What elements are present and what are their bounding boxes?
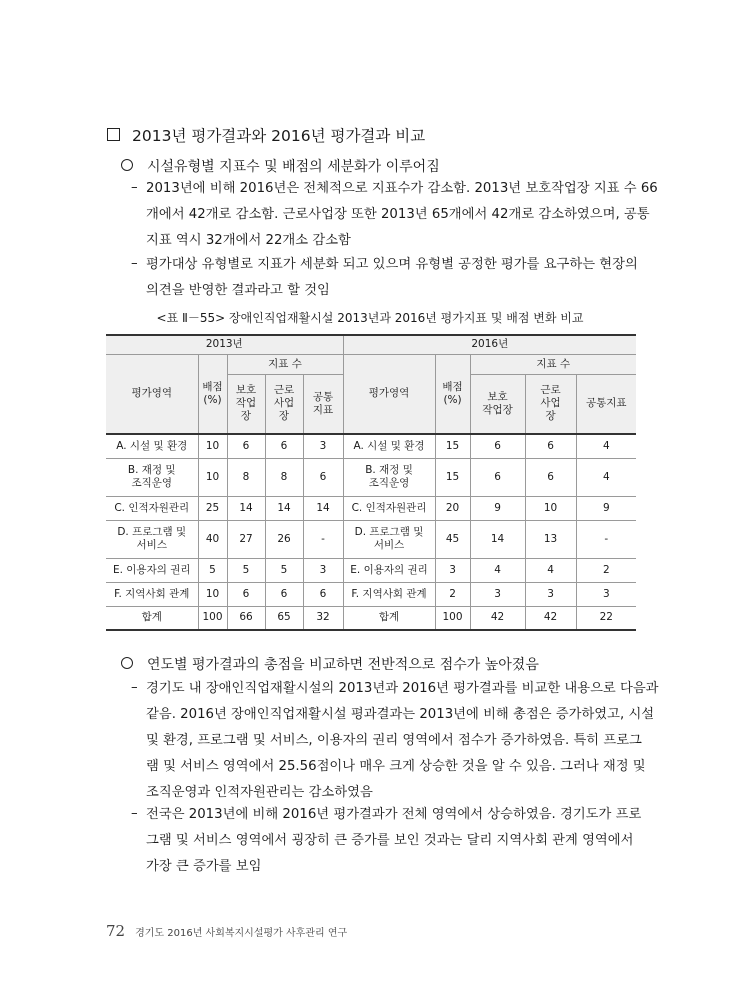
- dash-bullet: –: [131, 806, 138, 821]
- section-heading-text: 2013년 평가결과와 2016년 평가결과 비교: [132, 127, 426, 145]
- value-cell: 10: [198, 458, 227, 496]
- value-cell: 8: [227, 458, 265, 496]
- value-cell: 14: [303, 496, 343, 520]
- score-header: 배점 (%): [198, 354, 227, 434]
- paragraph-line: 그램 및 서비스 영역에서 굉장히 큰 증가를 보인 것과는 달리 지역사회 관계 영역에서: [146, 833, 634, 848]
- paragraph-line: 램 및 서비스 영역에서 25.56점이나 매우 크게 상승한 것을 알 수 있음. 그러나 재정 및: [146, 759, 646, 774]
- score-header: 배점 (%): [435, 354, 470, 434]
- value-cell: 100: [435, 606, 470, 630]
- value-cell: 3: [525, 582, 576, 606]
- year-2016-header: 2016년: [343, 335, 636, 354]
- value-cell: 100: [198, 606, 227, 630]
- area-cell: B. 재정 및 조직운영: [343, 458, 435, 496]
- value-cell: 14: [265, 496, 303, 520]
- value-cell: 65: [265, 606, 303, 630]
- table-body: [106, 434, 636, 630]
- subcol-header: 보호 작업장: [470, 374, 525, 434]
- paragraph-line: 조직운영과 인적자원관리는 감소하였음: [146, 785, 373, 800]
- table-row: [106, 496, 636, 520]
- paragraph-line: 지표 역시 32개에서 22개소 감소함: [146, 233, 351, 248]
- table-row: [106, 434, 636, 458]
- area-cell: A. 시설 및 환경: [343, 434, 435, 458]
- value-cell: 6: [470, 458, 525, 496]
- area-cell: C. 인적자원관리: [343, 496, 435, 520]
- value-cell: 4: [525, 558, 576, 582]
- value-cell: 6: [303, 458, 343, 496]
- value-cell: 27: [227, 520, 265, 558]
- value-cell: 10: [198, 582, 227, 606]
- area-cell: E. 이용자의 권리: [106, 558, 198, 582]
- footer-title: 경기도 2016년 사회복지시설평가 사후관리 연구: [135, 928, 348, 939]
- value-cell: 13: [525, 520, 576, 558]
- value-cell: 3: [576, 582, 636, 606]
- area-cell: D. 프로그램 및 서비스: [343, 520, 435, 558]
- subheading-1: [121, 156, 440, 176]
- paragraph-line: 및 환경, 프로그램 및 서비스, 이용자의 권리 영역에서 점수가 증가하였음. 특히 프로그: [146, 733, 642, 748]
- square-bullet-icon: [107, 128, 120, 141]
- area-cell: F. 지역사회 관계: [106, 582, 198, 606]
- value-cell: 66: [227, 606, 265, 630]
- area-cell: C. 인적자원관리: [106, 496, 198, 520]
- table-row: [106, 520, 636, 558]
- value-cell: 2: [435, 582, 470, 606]
- paragraph: [146, 676, 659, 806]
- value-cell: 15: [435, 434, 470, 458]
- area-cell: D. 프로그램 및 서비스: [106, 520, 198, 558]
- value-cell: 40: [198, 520, 227, 558]
- value-cell: 32: [303, 606, 343, 630]
- table-row: [106, 582, 636, 606]
- area-cell: 합계: [343, 606, 435, 630]
- paragraph-line: 개에서 42개로 감소함. 근로사업장 또한 2013년 65개에서 42개로 감소하였으며, 공통: [146, 207, 650, 222]
- comparison-table: [106, 334, 636, 631]
- year-2013-header: 2013년: [106, 335, 343, 354]
- value-cell: 6: [265, 434, 303, 458]
- value-cell: 10: [525, 496, 576, 520]
- value-cell: -: [576, 520, 636, 558]
- value-cell: 26: [265, 520, 303, 558]
- area-cell: E. 이용자의 권리: [343, 558, 435, 582]
- value-cell: 6: [227, 582, 265, 606]
- circle-bullet-icon: [121, 159, 133, 171]
- table-row: [106, 458, 636, 496]
- area-header: 평가영역: [106, 354, 198, 434]
- table-row: [106, 606, 636, 630]
- paragraph-line: 가장 큰 증가를 보임: [146, 859, 262, 874]
- value-cell: 3: [435, 558, 470, 582]
- value-cell: 6: [470, 434, 525, 458]
- paragraph-line: 2013년에 비해 2016년은 전체적으로 지표수가 감소함. 2013년 보호작업장 지표 수 66: [146, 181, 658, 196]
- value-cell: 6: [525, 434, 576, 458]
- page-number: 72: [106, 922, 126, 940]
- value-cell: 45: [435, 520, 470, 558]
- paragraph-line: 평가대상 유형별로 지표가 세분화 되고 있으며 유형별 공정한 평가를 요구하는 현장의: [146, 257, 638, 272]
- value-cell: 4: [576, 434, 636, 458]
- dash-bullet: –: [131, 256, 138, 271]
- subheading-2-text: 연도별 평가결과의 총점을 비교하면 전반적으로 점수가 높아졌음: [147, 657, 539, 673]
- subheading-2: [121, 654, 539, 674]
- page-footer: [106, 921, 347, 940]
- subheading-1-text: 시설유형별 지표수 및 배점의 세분화가 이루어짐: [147, 159, 440, 175]
- area-header: 평가영역: [343, 354, 435, 434]
- value-cell: 5: [265, 558, 303, 582]
- paragraph-line: 같음. 2016년 장애인직업재활시설 평과결과는 2013년에 비해 총점은 증가하였고, 시설: [146, 707, 655, 722]
- table-caption: <표 Ⅱ－55> 장애인직업재활시설 2013년과 2016년 평가지표 및 배점 변화 비교: [156, 311, 584, 325]
- value-cell: 8: [265, 458, 303, 496]
- value-cell: 4: [576, 458, 636, 496]
- dash-bullet: –: [131, 180, 138, 195]
- subcol-header: 근로 사업 장: [265, 374, 303, 434]
- section-heading: [107, 124, 425, 146]
- value-cell: 5: [198, 558, 227, 582]
- circle-bullet-icon: [121, 657, 133, 669]
- paragraph-line: 경기도 내 장애인직업재활시설의 2013년과 2016년 평가결과를 비교한 내용으로 다음과: [146, 681, 659, 696]
- paragraph: [146, 252, 638, 304]
- area-cell: A. 시설 및 환경: [106, 434, 198, 458]
- value-cell: 9: [576, 496, 636, 520]
- subcol-header: 보호 작업 장: [227, 374, 265, 434]
- paragraph: [146, 802, 641, 880]
- value-cell: 20: [435, 496, 470, 520]
- paragraph: [146, 176, 658, 254]
- area-cell: F. 지역사회 관계: [343, 582, 435, 606]
- value-cell: 22: [576, 606, 636, 630]
- area-cell: 합계: [106, 606, 198, 630]
- value-cell: -: [303, 520, 343, 558]
- value-cell: 6: [227, 434, 265, 458]
- paragraph-line: 의견을 반영한 결과라고 할 것임: [146, 283, 330, 298]
- value-cell: 10: [198, 434, 227, 458]
- subcol-header: 공통지표: [576, 374, 636, 434]
- area-cell: B. 재정 및 조직운영: [106, 458, 198, 496]
- value-cell: 3: [470, 582, 525, 606]
- value-cell: 3: [303, 434, 343, 458]
- value-cell: 14: [227, 496, 265, 520]
- value-cell: 6: [525, 458, 576, 496]
- value-cell: 6: [303, 582, 343, 606]
- value-cell: 2: [576, 558, 636, 582]
- value-cell: 6: [265, 582, 303, 606]
- value-cell: 4: [470, 558, 525, 582]
- value-cell: 9: [470, 496, 525, 520]
- value-cell: 14: [470, 520, 525, 558]
- indicators-header: 지표 수: [470, 354, 636, 374]
- indicators-header: 지표 수: [227, 354, 343, 374]
- subcol-header: 근로 사업 장: [525, 374, 576, 434]
- subcol-header: 공통 지표: [303, 374, 343, 434]
- value-cell: 25: [198, 496, 227, 520]
- value-cell: 5: [227, 558, 265, 582]
- table-row: [106, 558, 636, 582]
- value-cell: 42: [470, 606, 525, 630]
- value-cell: 42: [525, 606, 576, 630]
- value-cell: 15: [435, 458, 470, 496]
- paragraph-line: 전국은 2013년에 비해 2016년 평가결과가 전체 영역에서 상승하였음. 경기도가 프로: [146, 807, 642, 822]
- dash-bullet: –: [131, 680, 138, 695]
- value-cell: 3: [303, 558, 343, 582]
